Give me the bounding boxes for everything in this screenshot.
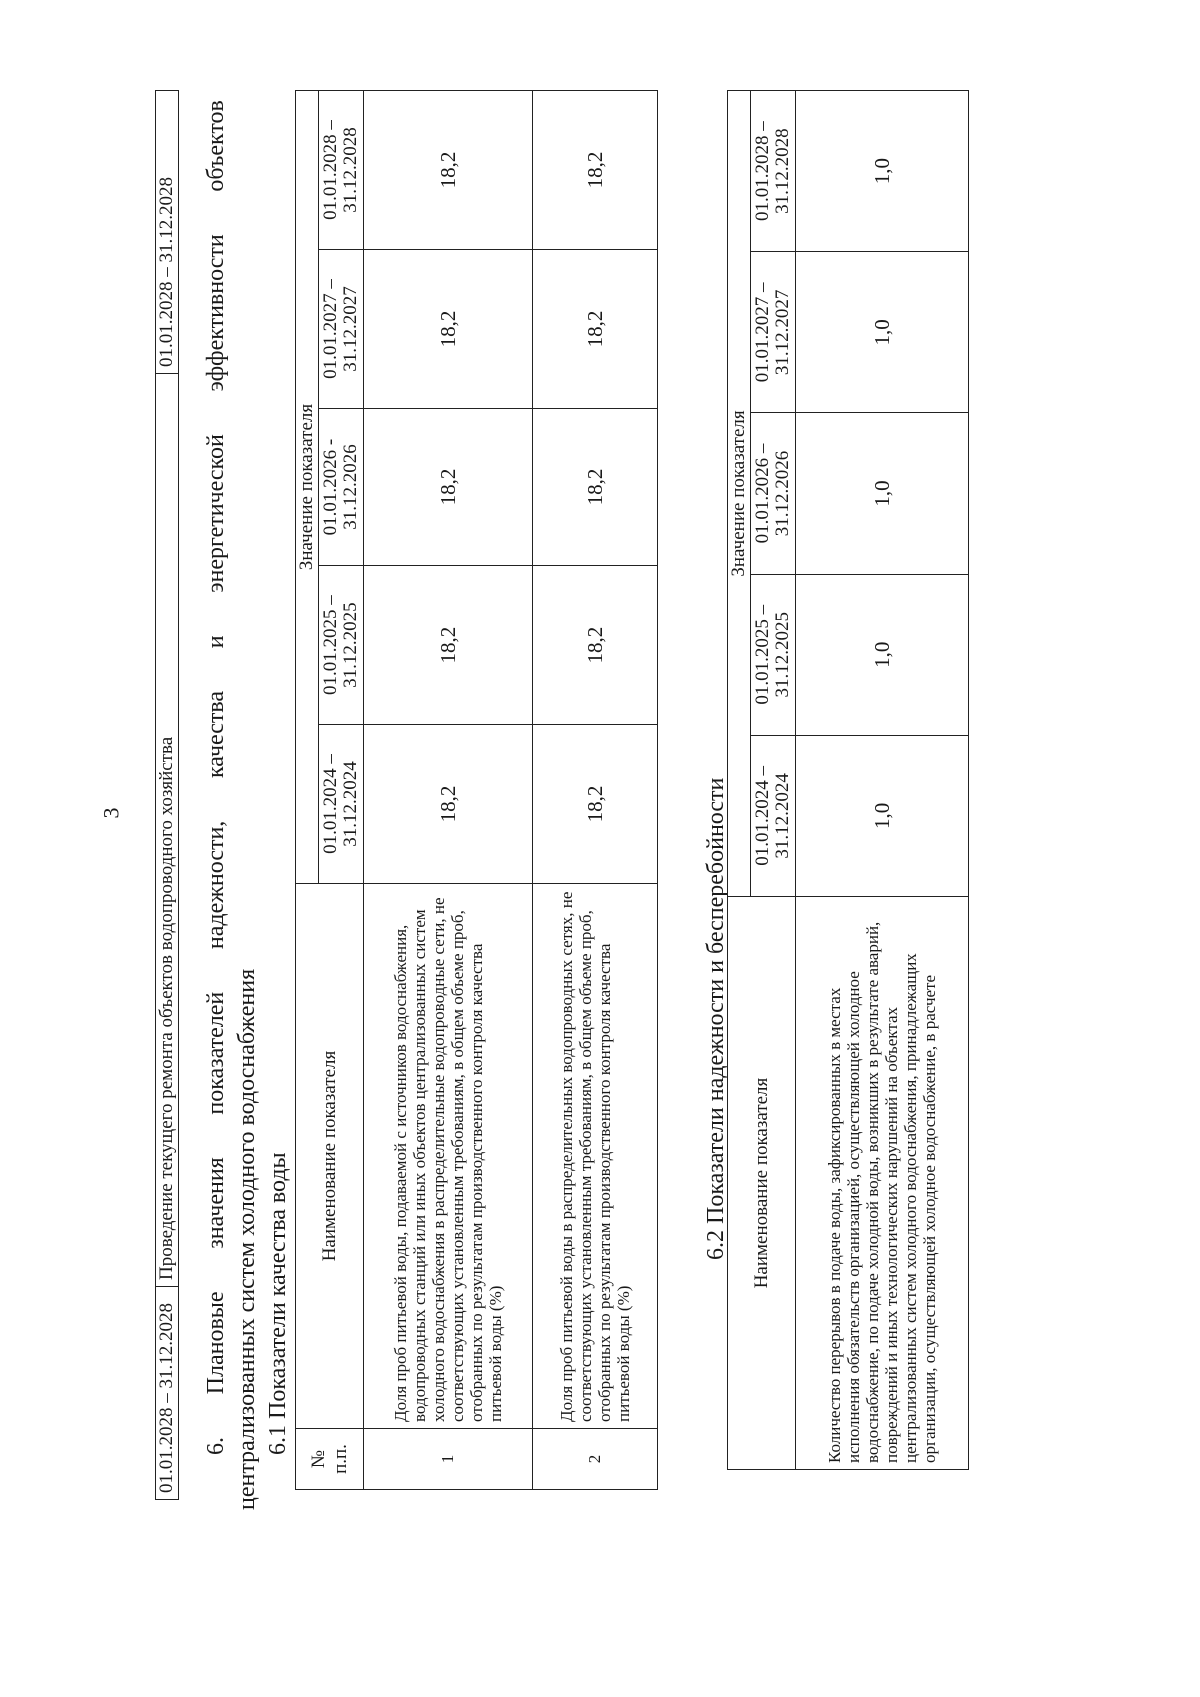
value-cell: 18,2 [533, 408, 658, 565]
period-header: 01.01.2028 – 31.12.2028 [751, 91, 796, 252]
value-cell: 1,0 [796, 252, 969, 413]
table-header-row [296, 91, 319, 1490]
period-left-cell: 01.01.2028 – 31.12.2028 [156, 1287, 179, 1500]
value-cell: 1,0 [796, 574, 969, 735]
col-value-header: Значение показателя [296, 91, 319, 884]
period-header: 01.01.2025 – 31.12.2025 [319, 566, 364, 725]
period-header: 01.01.2026 - 31.12.2026 [319, 408, 364, 565]
top-table [155, 90, 179, 1500]
section-title-line2: централизованных систем холодного водоснабжения [234, 968, 260, 1510]
title-word: показателей [203, 991, 229, 1115]
period-header: 01.01.2024 – 31.12.2024 [319, 725, 364, 884]
value-cell: 1,0 [796, 735, 969, 896]
title-word: эффективности [203, 234, 229, 392]
table-row [364, 91, 533, 1490]
title-word: энергетической [203, 434, 229, 593]
row-number: 2 [533, 1429, 658, 1490]
period-header: 01.01.2026 – 31.12.2026 [751, 413, 796, 574]
table62-caption: 6.2 Показатели надежности и бесперебойности [703, 777, 729, 1260]
table-row [533, 91, 658, 1490]
section-title [201, 100, 263, 1510]
value-cell: 18,2 [364, 250, 533, 409]
value-cell: 18,2 [533, 566, 658, 725]
col-value-header: Значение показателя [728, 91, 751, 897]
row-name: Доля проб питьевой воды в распределительных водопроводных сетях, не соответствующих установленным требованиям, в общем объеме проб, отобранных по результатам производственного контроля качества питьевой воды (%) [533, 884, 658, 1429]
title-word: Плановые [203, 1291, 229, 1395]
table-header-row [728, 91, 751, 1470]
row-number: 1 [364, 1429, 533, 1490]
value-cell: 18,2 [364, 91, 533, 250]
col-name-header: Наименование показателя [296, 884, 364, 1429]
value-cell: 1,0 [796, 91, 969, 252]
col-name-header: Наименование показателя [728, 897, 796, 1470]
table61-caption: 6.1 Показатели качества воды [265, 1152, 291, 1455]
period-right-cell: 01.01.2028 – 31.12.2028 [156, 91, 179, 374]
value-cell: 18,2 [533, 725, 658, 884]
period-header: 01.01.2027 – 31.12.2027 [751, 252, 796, 413]
title-word: 6. [203, 1437, 229, 1455]
row-name: Количество перерывов в подаче воды, зафиксированных в местах исполнения обязательств организацией, осуществляющей холодное водоснабжение, по подаче холодной воды, возникших в результате аварий, повреждений и иных технологических нарушений на объектах централизованных систем холодного водоснабжения, принадлежащих организации, осуществляющей холодное водоснабжение, в расчете [796, 897, 969, 1470]
reliability-table [727, 90, 969, 1470]
title-word: качества [203, 690, 229, 779]
title-word: объектов [203, 100, 229, 192]
value-cell: 18,2 [533, 250, 658, 409]
value-cell: 18,2 [364, 725, 533, 884]
value-cell: 1,0 [796, 413, 969, 574]
value-cell: 18,2 [364, 408, 533, 565]
period-header: 01.01.2027 – 31.12.2027 [319, 250, 364, 409]
period-header: 01.01.2025 – 31.12.2025 [751, 574, 796, 735]
title-word: значения [203, 1157, 229, 1249]
period-header: 01.01.2028 – 31.12.2028 [319, 91, 364, 250]
row-name: Доля проб питьевой воды, подаваемой с источников водоснабжения, водопроводных станций или иных объектов централизованных систем холодного водоснабжения в распределительные водопроводные сети, не соответствующих установленным требованиям, в общем объеме проб, отобранных по результатам производственного контроля качества питьевой воды (%) [364, 884, 533, 1429]
table-row [796, 91, 969, 1470]
page-number: 3 [98, 807, 124, 819]
rotated-page-content [155, 0, 1200, 1510]
period-header: 01.01.2024 – 31.12.2024 [751, 735, 796, 896]
value-cell: 18,2 [533, 91, 658, 250]
title-word: надежности, [203, 820, 229, 950]
section-title-line1 [201, 100, 232, 1510]
quality-table [295, 90, 658, 1490]
title-word: и [203, 635, 229, 649]
col-num-header: № п.п. [296, 1429, 364, 1490]
activity-cell: Проведение текущего ремонта объектов водопроводного хозяйства [156, 374, 179, 1287]
value-cell: 18,2 [364, 566, 533, 725]
table-row [156, 91, 179, 1500]
